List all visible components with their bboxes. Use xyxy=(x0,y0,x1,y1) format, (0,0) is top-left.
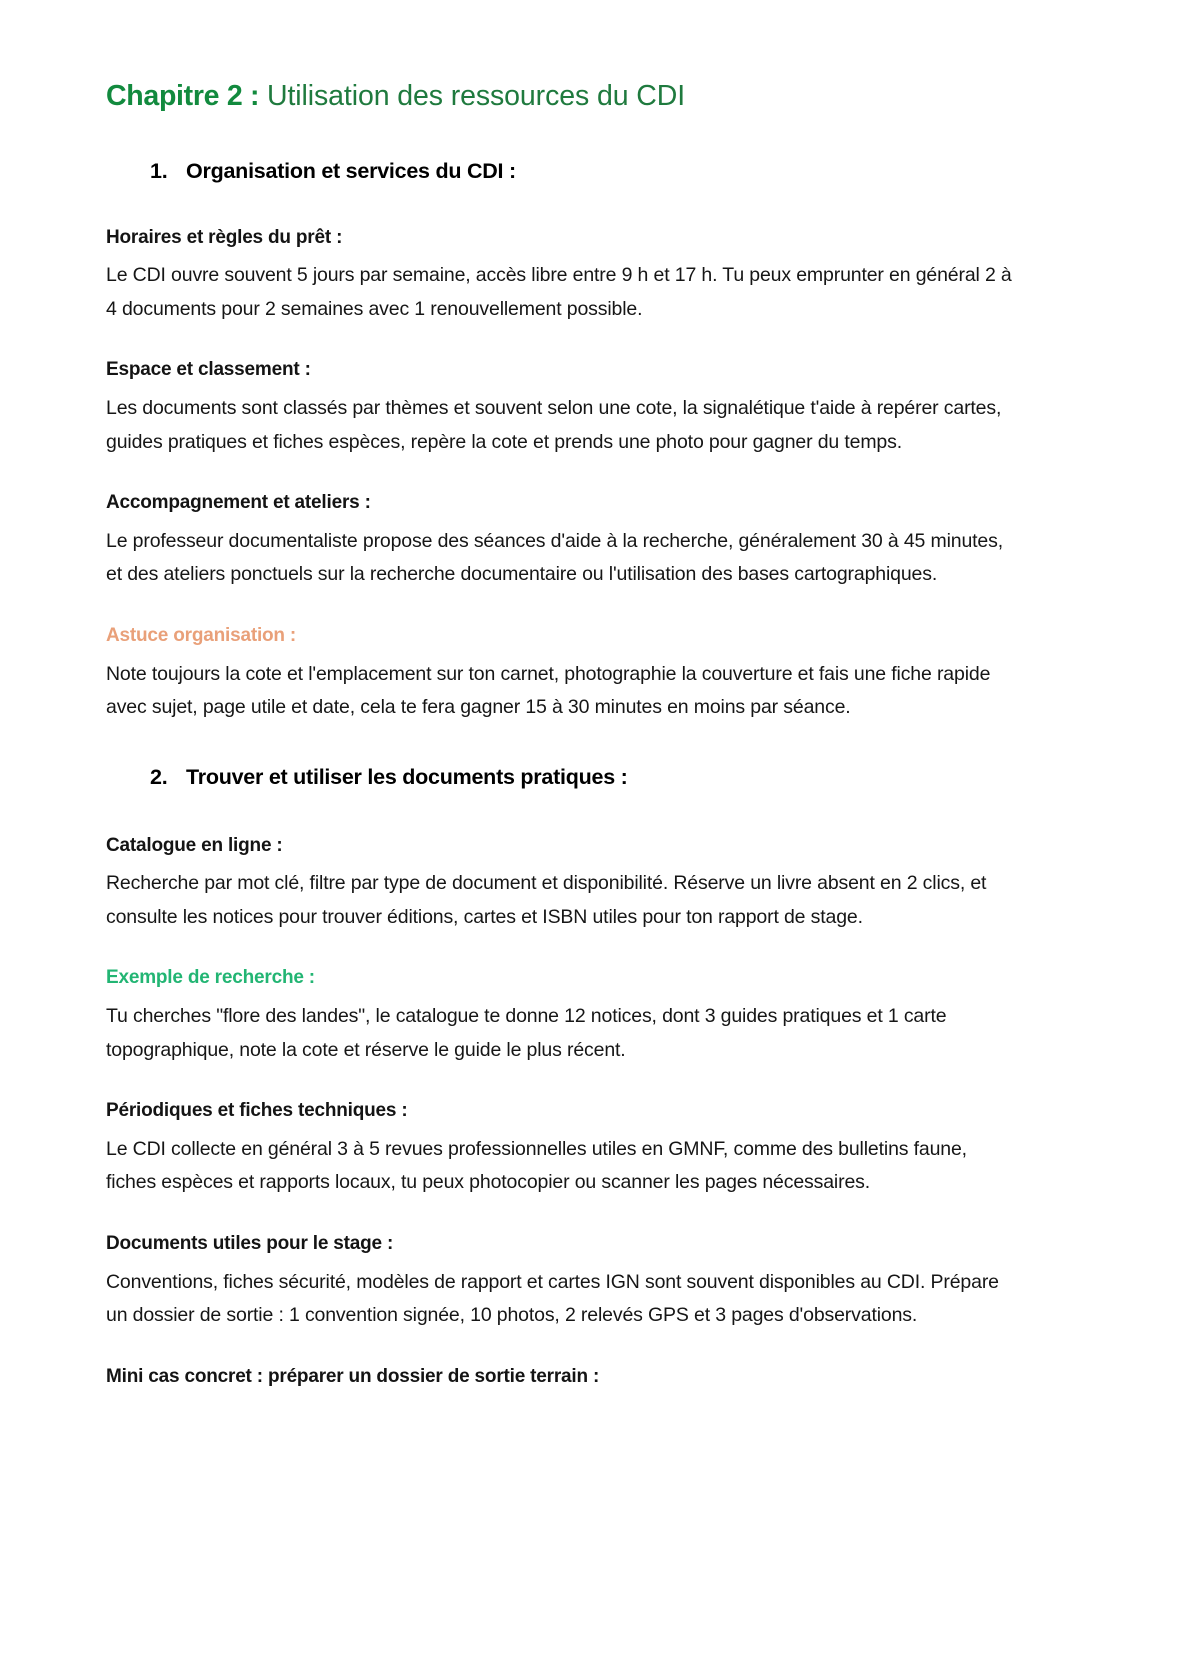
block-text: Conventions, fiches sécurité, modèles de rapport et cartes IGN sont souvent disponibles au CDI. Prépare un dossier de sortie : 1 convention signée, 10 photos, 2 relevés GPS et 3 pages d'observations. xyxy=(106,1270,999,1327)
content-block xyxy=(106,1232,1050,1333)
page-title xyxy=(106,78,1050,116)
content-block xyxy=(106,358,1050,459)
block-heading: Documents utiles pour le stage : xyxy=(106,1232,394,1254)
block-text: Les documents sont classés par thèmes et souvent selon une cote, la signalétique t'aide à repérer cartes, guides pratiques et fiches espèces, repère la cote et prends une photo pour gagner du temps. xyxy=(106,397,1002,453)
content-block-case xyxy=(106,1365,1050,1390)
block-heading: Catalogue en ligne : xyxy=(106,834,283,856)
block-heading: Périodiques et fiches techniques : xyxy=(106,1100,408,1122)
content-block xyxy=(106,1099,1050,1200)
section-number-2: 2. xyxy=(150,764,168,789)
section-heading-1 xyxy=(106,159,1050,184)
content-block xyxy=(106,834,1050,935)
block-text: Le CDI ouvre souvent 5 jours par semaine, accès libre entre 9 h et 17 h. Tu peux emprunter en général 2 à 4 documents pour 2 semaines avec 1 renouvellement possible. xyxy=(106,264,1012,320)
section-number-1: 1. xyxy=(150,158,168,183)
chapter-subject: Utilisation des ressources du CDI xyxy=(259,80,686,112)
block-text: Recherche par mot clé, filtre par type de document et disponibilité. Réserve un livre absent en 2 clics, et consulte les notices pour trouver éditions, cartes et ISBN utiles pour ton rapport de stage. xyxy=(106,872,987,928)
block-heading: Horaires et règles du prêt : xyxy=(106,226,343,248)
content-block xyxy=(106,491,1050,592)
block-text: Le CDI collecte en général 3 à 5 revues professionnelles utiles en GMNF, comme des bulletins faune, fiches espèces et rapports locaux, tu peux photocopier ou scanner les pages nécessaires. xyxy=(106,1137,967,1194)
content-block-example xyxy=(106,966,1050,1067)
block-heading: Espace et classement : xyxy=(106,359,311,381)
block-heading-example: Exemple de recherche : xyxy=(106,967,315,989)
content-block-tip xyxy=(106,624,1050,725)
block-heading: Accompagnement et ateliers : xyxy=(106,492,371,514)
content-block xyxy=(106,226,1050,327)
section-title-1: Organisation et services du CDI : xyxy=(186,158,516,183)
section-title-2: Trouver et utiliser les documents pratiques : xyxy=(186,764,628,789)
block-text: Note toujours la cote et l'emplacement sur ton carnet, photographie la couverture et fais une fiche rapide avec sujet, page utile et date, cela te fera gagner 15 à 30 minutes en moins par séance. xyxy=(106,662,991,719)
block-text: Le professeur documentaliste propose des séances d'aide à la recherche, généralement 30 à 45 minutes, et des ateliers ponctuels sur la recherche documentaire ou l'utilisation des bases cartographiques. xyxy=(106,529,1003,586)
block-heading-case: Mini cas concret : préparer un dossier de sortie terrain : xyxy=(106,1365,600,1387)
block-text: Tu cherches "flore des landes", le catalogue te donne 12 notices, dont 3 guides pratiques et 1 carte topographique, note la cote et réserve le guide le plus récent. xyxy=(106,1005,947,1061)
block-heading-tip: Astuce organisation : xyxy=(106,624,297,646)
chapter-label: Chapitre 2 : xyxy=(106,80,260,112)
section-heading-2 xyxy=(106,765,1050,790)
